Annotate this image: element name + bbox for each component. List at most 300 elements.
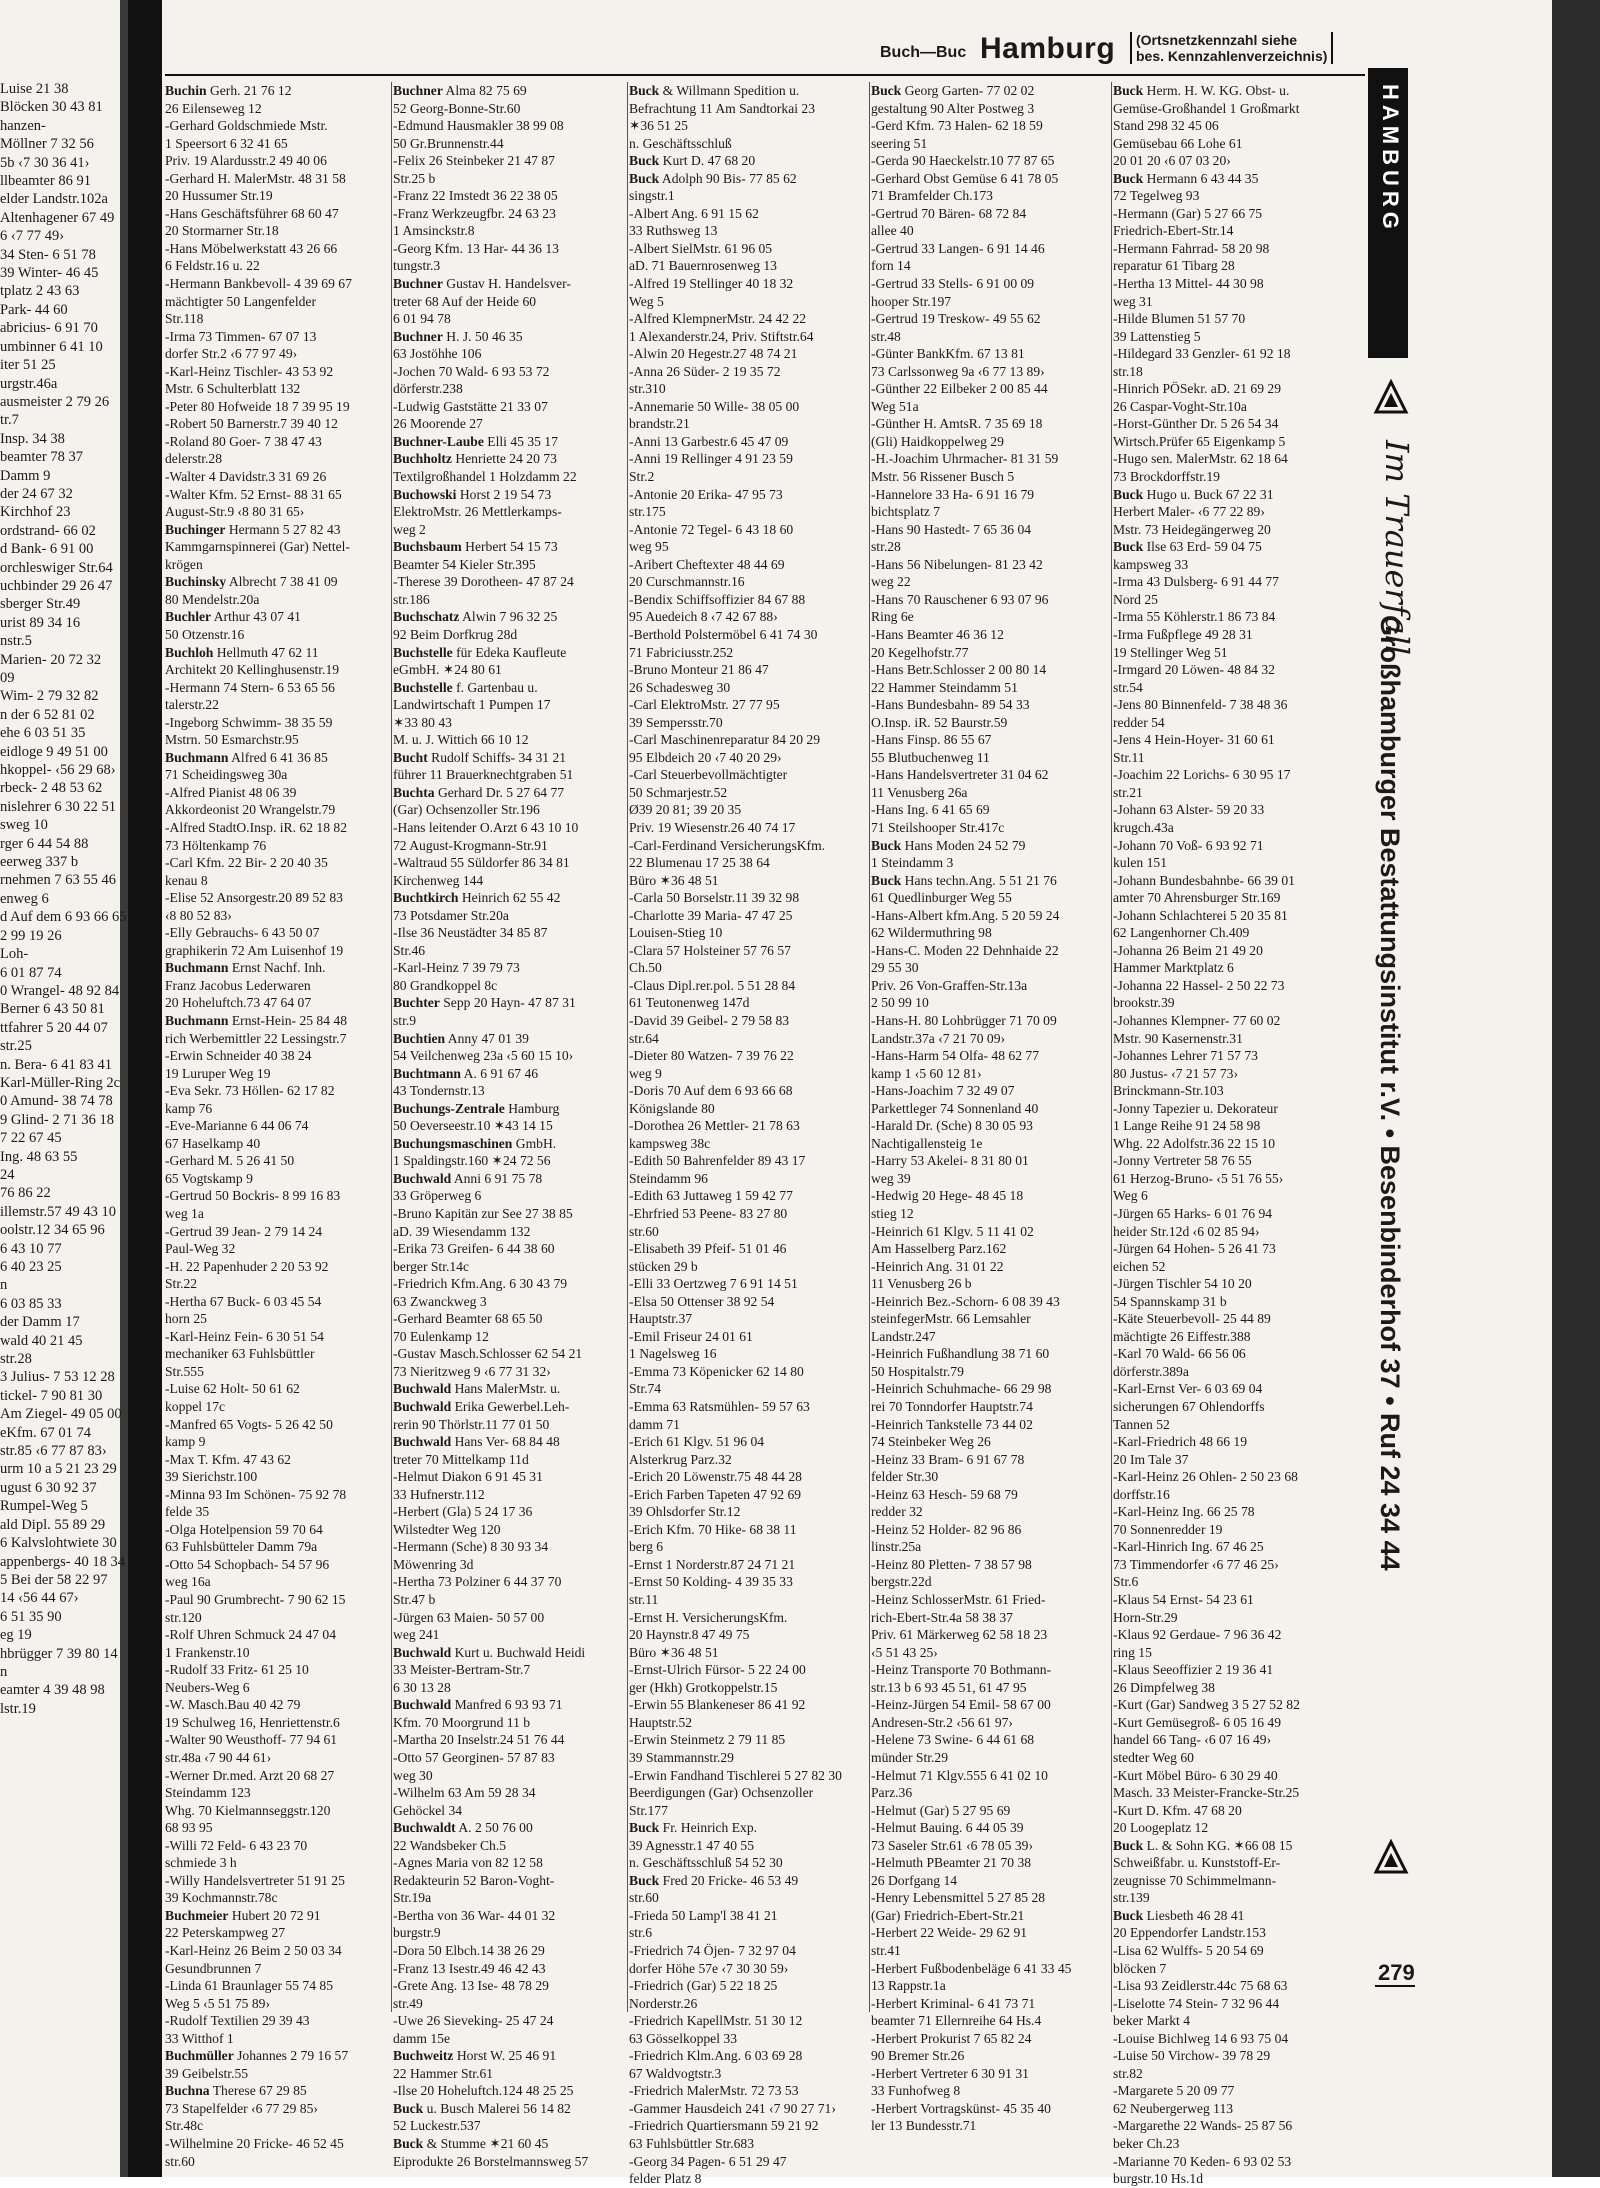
listing-line: -Heinrich Tankstelle 73 44 02	[871, 1416, 1033, 1432]
listing-line: str.120	[165, 1609, 202, 1625]
listing-line: 33 Meister-Bertram-Str.7	[393, 1662, 531, 1678]
listing-line: Wilstedter Weg 120	[393, 1521, 501, 1537]
listing-line: -Karl-Heinz 26 Beim 2 50 03 34	[165, 1942, 342, 1958]
listing-line: -Klaus 92 Gerdaue- 7 96 36 42	[1113, 1627, 1282, 1643]
fragment-line: 34 Sten- 6 51 78	[0, 246, 96, 263]
listing-line: -Georg 34 Pagen- 6 51 29 47	[629, 2153, 787, 2169]
listing-line: Möwenring 3d	[393, 1556, 474, 1572]
listing-line: Kammgarnspinnerei (Gar) Nettel-	[165, 539, 350, 555]
listing-line: 20 Stormarner Str.18	[165, 223, 279, 239]
listing-line: 67 Waldvogtstr.3	[629, 2065, 722, 2081]
listing-line: -Wilhelmine 20 Fricke- 46 52 45	[165, 2135, 344, 2151]
listing-line: weg 9	[629, 1065, 662, 1081]
fragment-line: ausmeister 2 79 26	[0, 393, 110, 410]
listing-line: -Walter Kfm. 52 Ernst- 88 31 65	[165, 486, 342, 502]
surname: Buchner	[393, 83, 443, 98]
listing-line: 63 Gösselkoppel 33	[629, 2030, 737, 2046]
fragment-line: der 24 67 32	[0, 485, 73, 502]
listing-line: -Franz Werkzeugfbr. 24 63 23	[393, 205, 556, 221]
listing-line: -Gerd Kfm. 73 Halen- 62 18 59	[871, 118, 1043, 134]
fragment-line: 5b ‹7 30 36 41›	[0, 154, 90, 171]
listing-line: Str.19a	[393, 1890, 432, 1906]
surname: Buck	[393, 2100, 424, 2116]
listing-line: -Erwin Schneider 40 38 24	[165, 1048, 312, 1064]
listing-line: -Klaus 54 Ernst- 54 23 61	[1113, 1592, 1254, 1608]
fragment-line: 5 Bei der 58 22 97	[0, 1571, 108, 1588]
listing-line: -Martha 20 Inselstr.24 51 76 44	[393, 1732, 565, 1748]
listing-line: -Marianne 70 Keden- 6 93 02 53	[1113, 2153, 1292, 2169]
listing-line: 70 Sonnenredder 19	[1113, 1521, 1223, 1537]
previous-page-fragment	[0, 80, 126, 2020]
listing-line: 2 50 99 10	[871, 995, 929, 1011]
listing-line: 39 Stammannstr.29	[629, 1749, 734, 1765]
listing-line: 19 Luruper Weg 19	[165, 1065, 271, 1081]
listing-line: Buchwald Erika Gewerbel.Leh-	[393, 1399, 570, 1415]
listing-line: -Dorothea 26 Mettler- 21 78 63	[629, 1118, 800, 1134]
listing-line: 39 Ohlsdorfer Str.12	[629, 1504, 741, 1520]
listing-line: -Linda 61 Braunlager 55 74 85	[165, 1978, 333, 1994]
listing-line: -David 39 Geibel- 2 79 58 83	[629, 1012, 790, 1028]
listing-line: -Gerhard Obst Gemüse 6 41 78 05	[871, 170, 1059, 186]
listing-line: damm 15e	[393, 2030, 451, 2046]
listing-line: -Johannes Klempner- 77 60 02	[1113, 1012, 1281, 1028]
listing-line: -Johanna 26 Beim 21 49 20	[1113, 942, 1263, 958]
listing-line: -Helmut 71 Klgv.555 6 41 02 10	[871, 1767, 1048, 1783]
listing-line: -Heinrich Bez.-Schorn- 6 08 39 43	[871, 1293, 1060, 1309]
listing-line: -Erwin Fandhand Tischlerei 5 27 82 30	[629, 1767, 842, 1783]
listing-line: -Dora 50 Elbch.14 38 26 29	[393, 1942, 545, 1958]
surname: Buchwaldt	[393, 1820, 456, 1836]
listing-line: 72 Tegelweg 93	[1113, 188, 1200, 204]
listing-line: 22 Hammer Str.61	[393, 2065, 494, 2081]
listing-line: Mstr. 56 Rissener Busch 5	[871, 469, 1015, 485]
listing-line: str.18	[1113, 363, 1143, 379]
listing-line: Büro ✶36 48 51	[629, 1644, 719, 1660]
listing-line: felde 35	[165, 1504, 210, 1520]
listing-line: Gesundbrunnen 7	[165, 1960, 262, 1976]
fragment-line: llbeamter 86 91	[0, 173, 92, 190]
fragment-line: Blöcken 30 43 81	[0, 99, 103, 116]
listing-line: (Gli) Haidkoppelweg 29	[871, 433, 1004, 449]
listing-line: -Heinz SchlosserMstr. 61 Fried-	[871, 1592, 1046, 1608]
listing-line: 63 Jostöhhe 106	[393, 346, 482, 362]
page-header	[880, 30, 1360, 72]
listing-line: -Jonny Vertreter 58 76 55	[1113, 1153, 1252, 1169]
listing-line: -Heinz 63 Hesch- 59 68 79	[871, 1486, 1018, 1502]
fragment-line: illemstr.57 49 43 10	[0, 1203, 116, 1220]
fragment-line: umbinner 6 41 10	[0, 338, 103, 355]
listing-line: Str.555	[165, 1363, 204, 1379]
listing-line: -Bendix Schiffsoffizier 84 67 88	[629, 591, 806, 607]
listing-line: Gemüse-Großhandel 1 Großmarkt	[1113, 100, 1300, 116]
listing-line: 6 Feldstr.16 u. 22	[165, 258, 260, 274]
listing-line: 26 Dorfgang 14	[871, 1872, 958, 1888]
listing-line: Weg 51a	[871, 398, 919, 414]
listing-line: -Kurt D. Kfm. 47 68 20	[1113, 1802, 1242, 1818]
fragment-line: 39 Winter- 46 45	[0, 265, 99, 282]
fragment-line: Damm 9	[0, 467, 51, 484]
listing-line: -Karl-Heinz Fein- 6 30 51 54	[165, 1328, 324, 1344]
listing-line: Steindamm 96	[629, 1170, 708, 1186]
listing-line: August-Str.9 ‹8 80 31 65›	[165, 504, 305, 520]
listing-line: -Alfred StadtO.Insp. iR. 62 18 82	[165, 819, 347, 835]
listing-line: Buchinger Hermann 5 27 82 43	[165, 521, 341, 537]
listing-line: 19 Stellinger Weg 51	[1113, 644, 1228, 660]
listing-line: -Margarethe 22 Wands- 25 87 56	[1113, 2118, 1293, 2134]
listing-line: Mstr. 90 Kasernenstr.31	[1113, 1030, 1243, 1046]
fragment-line: tr.7	[0, 412, 19, 429]
listing-line: -Edith 63 Juttaweg 1 59 42 77	[629, 1188, 793, 1204]
listing-line: str.60	[629, 1223, 659, 1239]
listing-line: -Helmuth PBeamter 21 70 38	[871, 1855, 1032, 1871]
listing-line: Mstr. 6 Schulterblatt 132	[165, 381, 301, 397]
surname: Buchtmann	[393, 1065, 461, 1081]
listing-line: Weg 5 ‹5 51 75 89›	[165, 1995, 270, 2011]
fragment-line: enweg 6	[0, 890, 49, 907]
page-number: 279	[1378, 1960, 1415, 1985]
listing-line: Buck Hugo u. Buck 67 22 31	[1113, 486, 1274, 502]
listing-line: Buchter Sepp 20 Hayn- 47 87 31	[393, 995, 576, 1011]
page-number-rule	[1375, 1985, 1415, 1987]
listing-line: rerin 90 Thörlstr.11 77 01 50	[393, 1416, 550, 1432]
listing-line: stedter Weg 60	[1113, 1749, 1194, 1765]
listing-line: 39 Sempersstr.70	[629, 714, 723, 730]
listing-line: -Willy Handelsvertreter 51 91 25	[165, 1872, 345, 1888]
listing-line: 39 Agnesstr.1 47 40 55	[629, 1837, 754, 1853]
listing-line: Buchin Gerh. 21 76 12	[165, 83, 292, 98]
listing-line: -Ernst 50 Kolding- 4 39 35 33	[629, 1574, 793, 1590]
listing-line: -Hermann 74 Stern- 6 53 65 56	[165, 679, 335, 695]
listing-line: 52 Luckestr.537	[393, 2118, 481, 2134]
listing-line: -Rolf Uhren Schmuck 24 47 04	[165, 1627, 337, 1643]
listing-line: -Horst-Günther Dr. 5 26 54 34	[1113, 416, 1279, 432]
listing-line: 26 Schadesweg 30	[629, 679, 731, 695]
fragment-line: 09	[0, 670, 15, 686]
fragment-line: n der 6 52 81 02	[0, 706, 95, 723]
fragment-line: Am Ziegel- 49 05 00	[0, 1406, 122, 1423]
surname: Buchna	[165, 2083, 210, 2099]
listing-line: -Elly Gebrauchs- 6 43 50 07	[165, 925, 320, 941]
listing-line: -Waltraud 55 Süldorfer 86 34 81	[393, 855, 570, 871]
triangle-logo-icon	[1374, 1840, 1408, 1874]
listing-line: 33 Gröperweg 6	[393, 1188, 482, 1204]
listing-line: Str.25 b	[393, 170, 436, 186]
listing-line: Str.2	[629, 469, 655, 485]
listing-line: 71 Bramfelder Ch.173	[871, 188, 993, 204]
listing-line: -Walter 90 Weusthoff- 77 94 61	[165, 1732, 338, 1748]
listing-line: -Karl-Heinz Ing. 66 25 78	[1113, 1504, 1255, 1520]
surname: Buck	[1113, 1837, 1144, 1853]
listing-line: str.186	[393, 591, 430, 607]
surname: Buck	[629, 170, 660, 186]
surname: Buchschatz	[393, 609, 460, 625]
listing-line: Buck Hermann 6 43 44 35	[1113, 170, 1259, 186]
listing-line: ring 15	[1113, 1644, 1152, 1660]
listing-line: Akkordeonist 20 Wrangelstr.79	[165, 802, 336, 818]
listing-line: -Emma 63 Ratsmühlen- 59 57 63	[629, 1399, 810, 1415]
listing-line: str.28	[871, 539, 901, 555]
listing-line: -Emil Friseur 24 01 61	[629, 1328, 753, 1344]
fragment-line: eerweg 337 b	[0, 854, 79, 871]
fragment-line: ugust 6 30 92 37	[0, 1479, 97, 1496]
listing-line: -Hans Bundesbahn- 89 54 33	[871, 697, 1030, 713]
fragment-line: 6 Kalvslohtwiete 30	[0, 1535, 117, 1552]
listing-line: heider Str.12d ‹6 02 85 94›	[1113, 1223, 1260, 1239]
listing-line: -Peter 80 Hofweide 18 7 39 95 19	[165, 398, 350, 414]
listing-line: -Margarete 5 20 09 77	[1113, 2083, 1235, 2099]
listing-line: 62 Langenhorner Ch.409	[1113, 925, 1250, 941]
surname: Buchner	[393, 276, 443, 292]
area-code-note-line1: (Ortsnetzkennzahl siehe	[1136, 32, 1298, 48]
listing-line: -Olga Hotelpension 59 70 64	[165, 1521, 323, 1537]
surname: Buchwald	[393, 1644, 452, 1660]
listing-line: -Jonny Tapezier u. Dekorateur	[1113, 1100, 1278, 1116]
listing-line: linstr.25a	[871, 1539, 922, 1555]
listing-line: weg 16a	[165, 1574, 211, 1590]
listing-line: -Henry Lebensmittel 5 27 85 28	[871, 1890, 1046, 1906]
listing-line: kamp 76	[165, 1100, 213, 1116]
listing-line: str.175	[629, 504, 666, 520]
surname: Buck	[629, 153, 660, 169]
listing-line: 68 93 95	[165, 1820, 213, 1836]
column-divider	[1111, 82, 1112, 2012]
column-divider	[627, 82, 628, 2012]
listing-line: Buck Georg Garten- 77 02 02	[871, 83, 1035, 98]
listing-line: -Irma 55 Köhlerstr.1 86 73 84	[1113, 609, 1276, 625]
listing-line: -Manfred 65 Vogts- 5 26 42 50	[165, 1416, 333, 1432]
fragment-line: nislehrer 6 30 22 51	[0, 798, 116, 815]
listing-line: -Minna 93 Im Schönen- 75 92 78	[165, 1486, 347, 1502]
listing-line: Hammer Marktplatz 6	[1113, 960, 1234, 976]
fragment-line: Loh-	[0, 946, 29, 963]
listing-line: -Ilse 36 Neustädter 34 85 87	[393, 925, 548, 941]
listing-line: -Liselotte 74 Stein- 7 32 96 44	[1113, 1995, 1280, 2011]
listing-line: -Carl Steuerbevollmächtigter	[629, 767, 788, 783]
listing-line: -Hans-Albert kfm.Ang. 5 20 59 24	[871, 907, 1060, 923]
listing-line: str.54	[1113, 679, 1143, 695]
listing-line: -Jürgen Tischler 54 10 20	[1113, 1276, 1252, 1292]
listing-line: ElektroMstr. 26 Mettlerkamps-	[393, 504, 562, 520]
listing-line: -Ehrfried 53 Peene- 83 27 80	[629, 1206, 788, 1221]
listing-line: Alsterkrug Parz.32	[629, 1451, 732, 1467]
area-code-note-line2: bes. Kennzahlenverzeichnis)	[1136, 48, 1328, 64]
listing-line: -Hermann (Gar) 5 27 66 75	[1113, 205, 1263, 221]
listing-line: felder Str.30	[871, 1469, 939, 1485]
surname: Buchwald	[393, 1434, 452, 1450]
fragment-line: 0 Wrangel- 48 92 84	[0, 982, 120, 999]
listing-line: 1 Nagelsweg 16	[629, 1346, 717, 1362]
listing-line: 73 Höltenkamp 76	[165, 837, 267, 853]
listing-line: -Ludwig Gaststätte 21 33 07	[393, 398, 548, 414]
listing-line: Wirtsch.Prüfer 65 Eigenkamp 5	[1113, 433, 1286, 449]
listing-line: -Hannelore 33 Ha- 6 91 16 79	[871, 486, 1035, 502]
listing-line: -Berthold Polstermöbel 6 41 74 30	[629, 626, 818, 642]
fragment-line: d Bank- 6 91 00	[0, 541, 94, 558]
listing-line: -Otto 57 Georginen- 57 87 83	[393, 1749, 555, 1765]
surname: Buchowski	[393, 486, 457, 502]
listing-line: Buchwald Anni 6 91 75 78	[393, 1170, 543, 1186]
listing-line: Schweißfabr. u. Kunststoff-Er-	[1113, 1855, 1281, 1871]
listing-line: bichtsplatz 7	[871, 504, 941, 520]
fragment-line: 6 40 23 25	[0, 1259, 62, 1275]
listing-line: weg 30	[393, 1767, 433, 1783]
listing-line: Buchner Gustav H. Handelsver-	[393, 276, 571, 292]
listing-line: -Emma 73 Köpenicker 62 14 80	[629, 1363, 804, 1379]
listing-line: str.13 b 6 93 45 51, 61 47 95	[871, 1679, 1027, 1695]
listing-line: -Karl-Friedrich 48 66 19	[1113, 1434, 1248, 1450]
listing-line: Buchweitz Horst W. 25 46 91	[393, 2048, 557, 2064]
listing-line: -Helene 73 Swine- 6 44 61 68	[871, 1732, 1035, 1748]
listing-line: Louisen-Stieg 10	[629, 925, 723, 941]
listing-column-4	[871, 82, 1111, 2134]
listing-line: -Friedrich MalerMstr. 72 73 53	[629, 2083, 799, 2099]
fragment-line: 6 43 10 77	[0, 1240, 62, 1257]
surname: Buck	[871, 837, 902, 853]
listing-line: Buchner-Laube Elli 45 35 17	[393, 433, 558, 449]
listing-line: 1 Lange Reihe 91 24 58 98	[1113, 1118, 1261, 1134]
listing-line: -Franz 22 Imstedt 36 22 38 05	[393, 188, 558, 204]
listing-line: -Lisa 93 Zeidlerstr.44c 75 68 63	[1113, 1978, 1288, 1994]
listing-line: Buchholtz Henriette 24 20 73	[393, 451, 557, 467]
listing-line: -Hilde Blumen 51 57 70	[1113, 311, 1246, 327]
fragment-line: hbrügger 7 39 80 14	[0, 1645, 118, 1662]
listing-line: -Edith 50 Bahrenfelder 89 43 17	[629, 1153, 806, 1169]
listing-line: 61 Quedlinburger Weg 55	[871, 890, 1012, 906]
listing-columns	[165, 82, 1375, 2187]
listing-line: 61 Herzog-Bruno- ‹5 51 76 55›	[1113, 1170, 1284, 1186]
listing-line: Brinckmann-Str.103	[1113, 1083, 1224, 1099]
listing-line: -Werner Dr.med. Arzt 20 68 27	[165, 1767, 335, 1783]
listing-line: -Johannes Lehrer 71 57 73	[1113, 1048, 1258, 1064]
listing-line: -Roland 80 Goer- 7 38 47 43	[165, 433, 322, 449]
listing-line: 71 Scheidingsweg 30a	[165, 767, 288, 783]
listing-line: 92 Beim Dorfkrug 28d	[393, 626, 518, 642]
listing-line: -Herbert Kriminal- 6 41 73 71	[871, 1995, 1036, 2011]
listing-line: -Gerhard Beamter 68 65 50	[393, 1311, 543, 1327]
listing-line: Masch. 33 Meister-Francke-Str.25	[1113, 1785, 1300, 1801]
surname: Buchmann	[165, 960, 229, 976]
listing-line: -Gammer Hausdeich 241 ‹7 90 27 71›	[629, 2100, 836, 2116]
triangle-logo-icon	[1374, 380, 1408, 414]
listing-line: Weg 5	[629, 293, 664, 309]
listing-line: Textilgroßhandel 1 Holzdamm 22	[393, 469, 577, 485]
listing-line: 62 Neubergerweg 113	[1113, 2100, 1234, 2116]
surname: Buchungsmaschinen	[393, 1135, 513, 1151]
listing-line: burgstr.9	[393, 1925, 441, 1941]
listing-line: Priv. 19 Wiesenstr.26 40 74 17	[629, 819, 796, 835]
listing-line: -Kurt (Gar) Sandweg 3 5 27 52 82	[1113, 1697, 1300, 1713]
advert-script-text: Im Trauerfall	[1378, 440, 1416, 656]
fragment-line: ehe 6 03 51 35	[0, 725, 86, 742]
listing-line: 74 Steinbeker Weg 26	[871, 1434, 991, 1450]
fragment-line: uchbinder 29 26 47	[0, 577, 113, 594]
listing-line: -Ernst-Ulrich Fürsor- 5 22 24 00	[629, 1662, 806, 1678]
listing-line: handel 66 Tang- ‹6 07 16 49›	[1113, 1732, 1272, 1748]
surname: Buchwald	[393, 1170, 452, 1186]
surname: Buck	[1113, 83, 1144, 98]
listing-line: Am Hasselberg Parz.162	[871, 1241, 1007, 1257]
listing-line: Buchler Arthur 43 07 41	[165, 609, 301, 625]
listing-line: 54 Spannskamp 31 b	[1113, 1293, 1227, 1309]
listing-line: -Herbert (Gla) 5 24 17 36	[393, 1504, 533, 1520]
area-code-note	[1130, 32, 1333, 64]
listing-line: Kfm. 70 Moorgrund 11 b	[393, 1714, 531, 1730]
listing-line: krögen	[165, 556, 203, 572]
listing-line: 1 Spaldingstr.160 ✶24 72 56	[393, 1153, 551, 1169]
surname: Buck	[871, 872, 902, 888]
listing-line: -Kurt Gemüsegroß- 6 05 16 49	[1113, 1714, 1282, 1730]
listing-line: 20 Kegelhofstr.77	[871, 644, 969, 660]
fragment-line: 3 Julius- 7 53 12 28	[0, 1369, 115, 1386]
surname: Buck	[1113, 539, 1144, 555]
listing-line: -Bertha von 36 War- 44 01 32	[393, 1907, 556, 1923]
listing-line: schmiede 3 h	[165, 1855, 237, 1871]
listing-line: -Erich Kfm. 70 Hike- 68 38 11	[629, 1521, 797, 1537]
listing-line: Buchtien Anny 47 01 39	[393, 1030, 529, 1046]
listing-line: 11 Venusberg 26 b	[871, 1276, 972, 1292]
listing-line: 6 01 94 78	[393, 311, 451, 327]
surname: Buchstelle	[393, 679, 453, 695]
listing-line: aD. 39 Wiesendamm 132	[393, 1223, 531, 1239]
listing-line: -Clara 57 Holsteiner 57 76 57	[629, 942, 791, 958]
listing-line: -Joachim 22 Lorichs- 6 30 95 17	[1113, 767, 1291, 783]
listing-line: Buck Kurt D. 47 68 20	[629, 153, 756, 169]
listing-line: -Kurt Möbel Büro- 6 30 29 40	[1113, 1767, 1278, 1783]
listing-line: str.41	[871, 1942, 901, 1958]
surname: Buchner-Laube	[393, 433, 484, 449]
listing-line: -Günter BankKfm. 67 13 81	[871, 346, 1025, 362]
listing-line: -Gertrud 33 Stells- 6 91 00 09	[871, 276, 1035, 292]
listing-line: -Heinz-Jürgen 54 Emil- 58 67 00	[871, 1697, 1051, 1713]
listing-line: -Hedwig 20 Hege- 48 45 18	[871, 1188, 1024, 1204]
listing-line: -Aribert Cheftexter 48 44 69	[629, 556, 785, 572]
surname: Buck	[1113, 486, 1144, 502]
listing-line: Kirchenweg 144	[393, 872, 484, 888]
listing-line: beamter 71 Ellernreihe 64 Hs.4	[871, 2013, 1042, 2029]
listing-line: Buck Hans techn.Ang. 5 51 21 76	[871, 872, 1057, 888]
listing-line: rich Werbemittler 22 Lessingstr.7	[165, 1030, 347, 1046]
listing-line: krugch.43a	[1113, 819, 1174, 835]
listing-line: -Ernst H. VersicherungsKfm.	[629, 1609, 788, 1625]
listing-line: -Carl Kfm. 22 Bir- 2 20 40 35	[165, 855, 328, 871]
listing-line: Buchner H. J. 50 46 35	[393, 328, 523, 344]
listing-line: O.Insp. iR. 52 Baurstr.59	[871, 714, 1008, 730]
listing-line: 90 Bremer Str.26	[871, 2048, 965, 2064]
listing-line: allee 40	[871, 223, 914, 239]
listing-line: Buchschatz Alwin 7 96 32 25	[393, 609, 558, 625]
listing-line: kamp 1 ‹5 60 12 81›	[871, 1065, 982, 1081]
surname: Buchtkirch	[393, 890, 459, 906]
listing-line: -Friedrich Quartiersmann 59 21 92	[629, 2118, 819, 2134]
listing-line: n. Geschäftsschluß 54 52 30	[629, 1855, 783, 1871]
listing-line: -Hans-Harm 54 Olfa- 48 62 77	[871, 1048, 1039, 1064]
listing-line: Str.22	[165, 1276, 198, 1292]
listing-line: 20 Eppendorfer Landstr.153	[1113, 1925, 1266, 1941]
fragment-line: Karl-Müller-Ring 2c	[0, 1074, 121, 1091]
listing-line: 50 Schmarjestr.52	[629, 784, 728, 800]
surname: Buchloh	[165, 644, 214, 660]
surname: Buchholtz	[393, 451, 452, 467]
listing-line: -Klaus Seeoffizier 2 19 36 41	[1113, 1662, 1274, 1678]
listing-line: -Ernst 1 Norderstr.87 24 71 21	[629, 1556, 796, 1572]
listing-line: -Elli 33 Oertzweg 7 6 91 14 51	[629, 1276, 798, 1292]
listing-line: Neubers-Weg 6	[165, 1679, 250, 1695]
listing-line: -Charlotte 39 Maria- 47 47 25	[629, 907, 793, 923]
listing-line: forn 14	[871, 258, 911, 274]
listing-line: -Wilhelm 63 Am 59 28 34	[393, 1785, 536, 1801]
listing-line: kenau 8	[165, 872, 208, 888]
listing-line: Friedrich-Ebert-Str.14	[1113, 223, 1234, 239]
